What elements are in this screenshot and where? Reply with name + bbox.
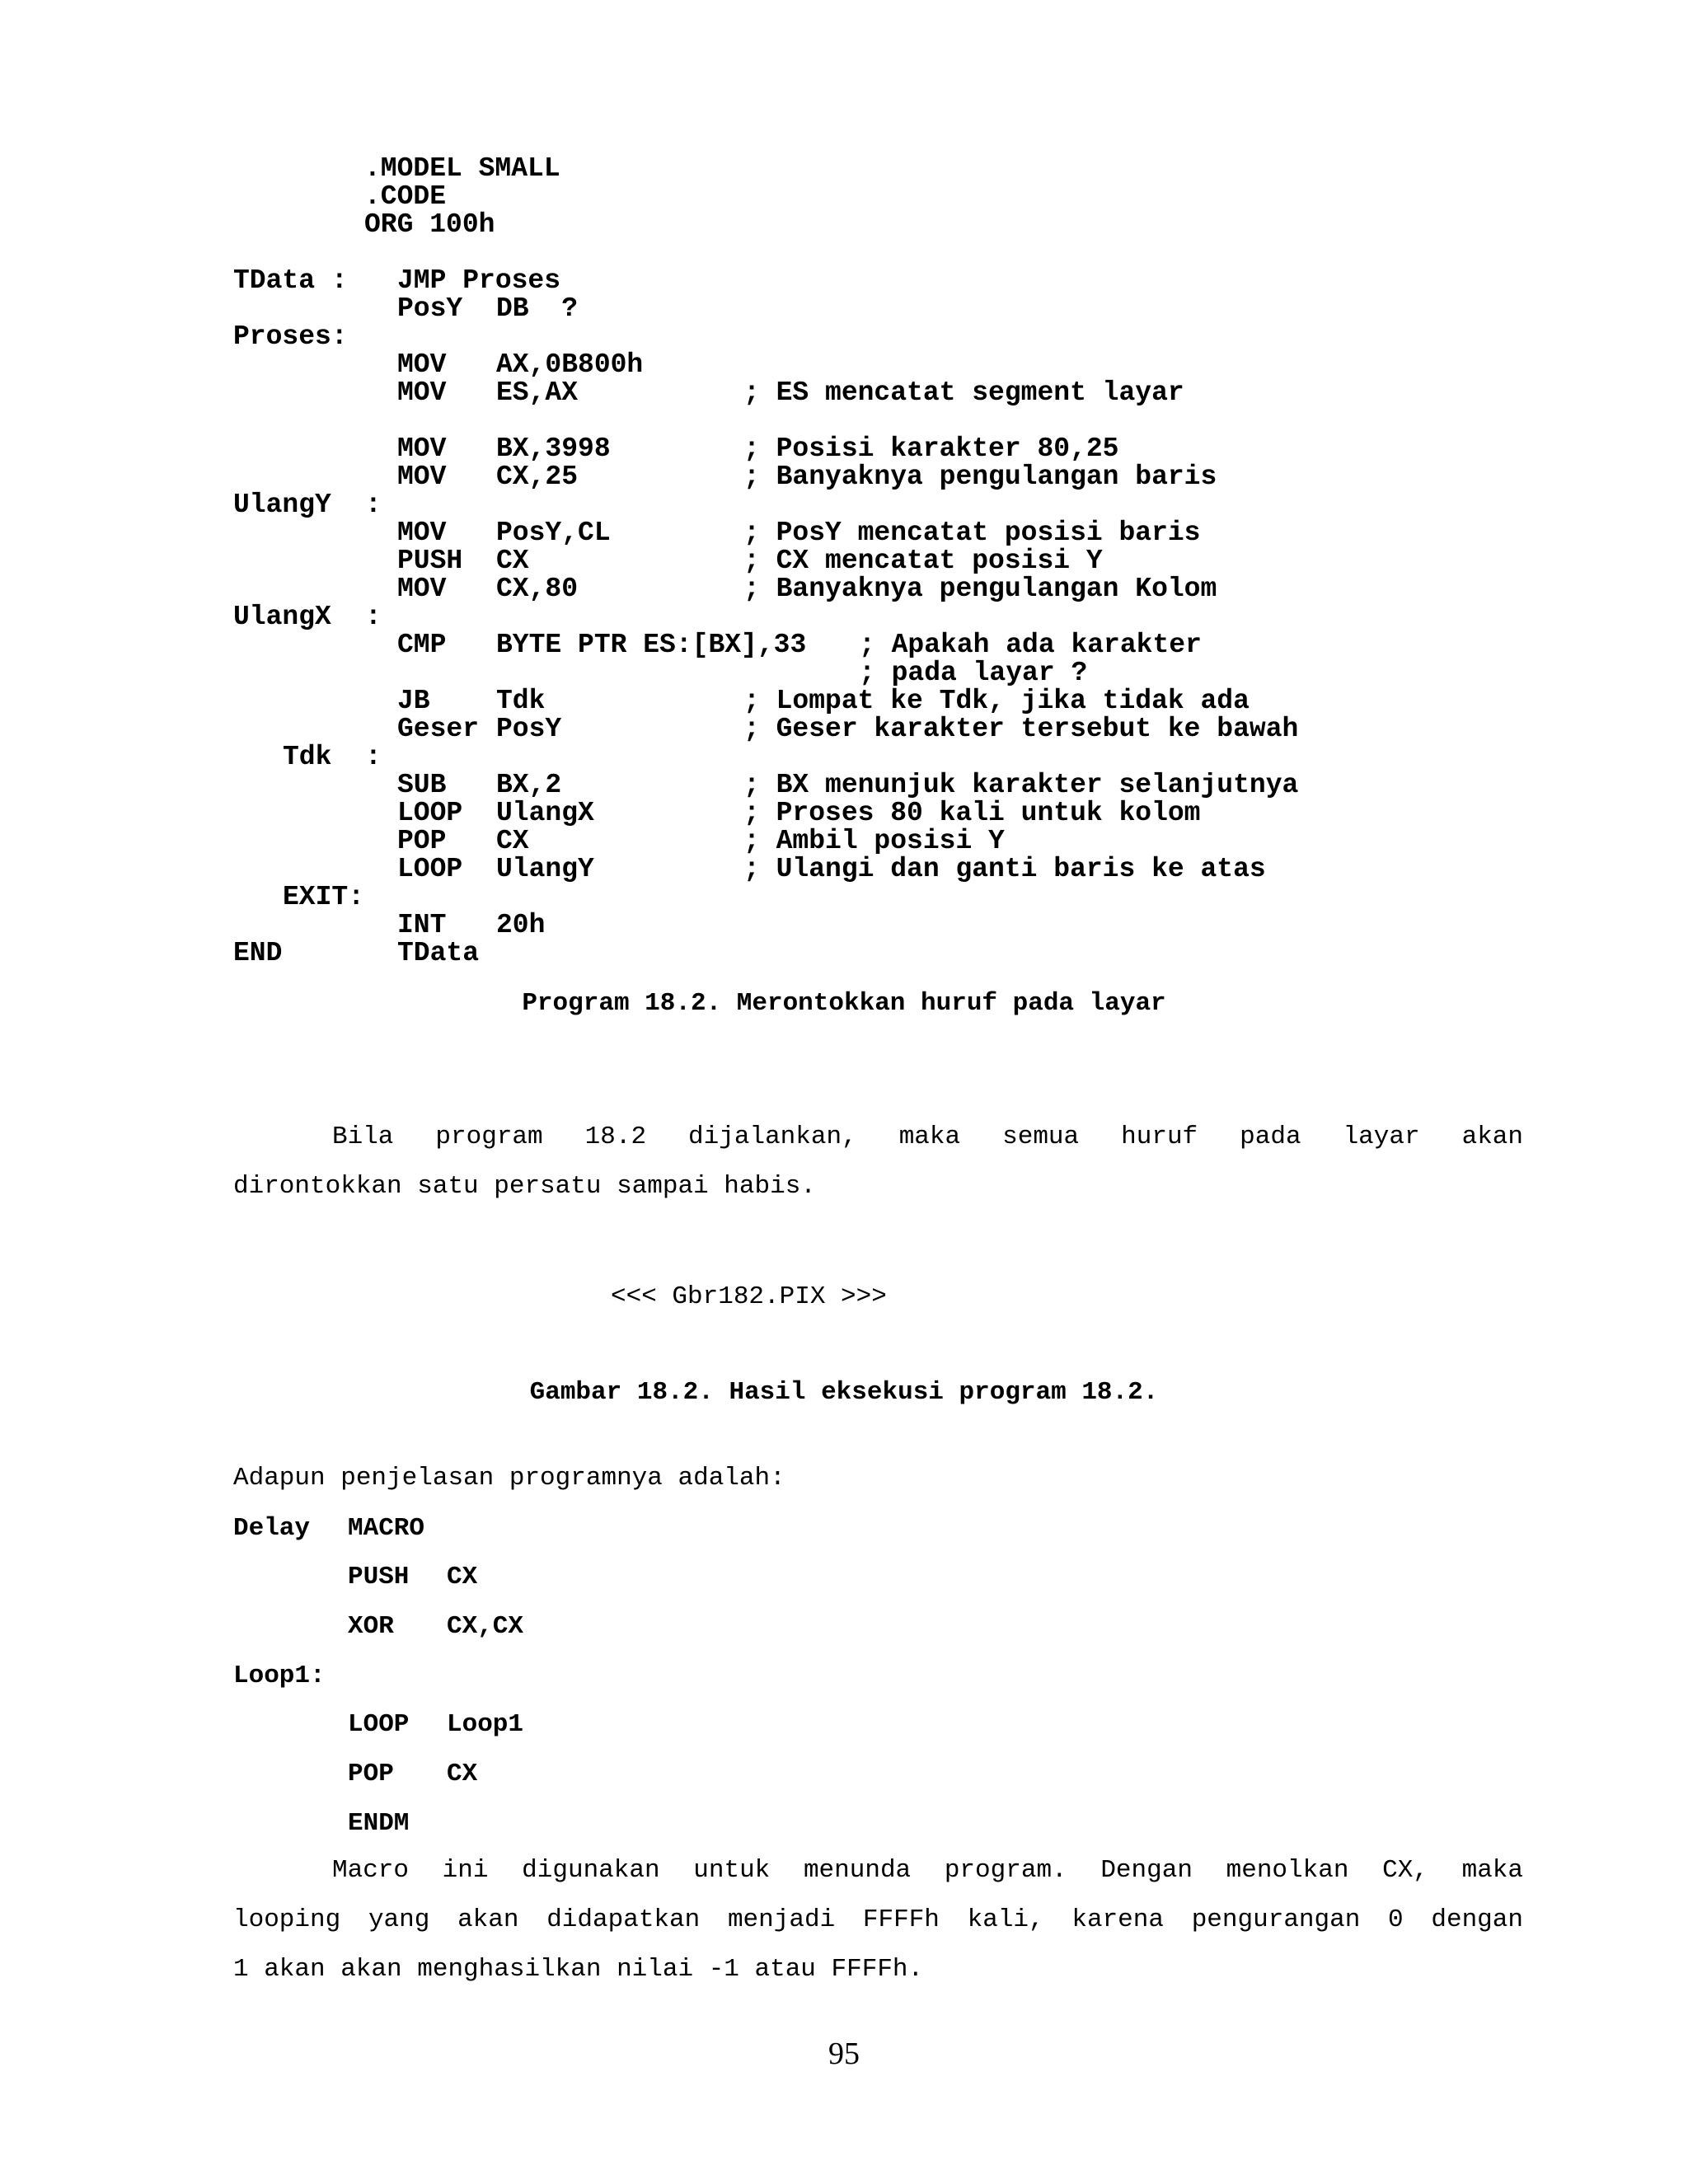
- code-comment: ; CX mencatat posisi Y: [743, 546, 1103, 576]
- code-comment: ; Ambil posisi Y: [743, 826, 1005, 856]
- directive-code: .CODE: [364, 181, 447, 212]
- macro-operand: Loop1: [447, 1710, 524, 1739]
- directive-model: .MODEL SMALL: [364, 153, 560, 184]
- code-operand: AX,0B800h: [496, 349, 644, 380]
- code-comment: ; BX menunjuk karakter selanjutnya: [743, 770, 1299, 800]
- paragraph-1: [233, 1113, 1523, 1212]
- figure-placeholder: <<< Gbr182.PIX >>>: [611, 1282, 887, 1311]
- paragraph-line: looping yang akan didapatkan menjadi FFFFh kali, karena pengurangan 0 dengan: [233, 1905, 1523, 1934]
- directive-org: ORG 100h: [364, 209, 495, 240]
- code-mnemonic: Geser: [397, 714, 480, 744]
- label-ulangy: UlangY: [233, 490, 331, 520]
- macro-name: Delay: [233, 1514, 311, 1543]
- macro-mnemonic: LOOP: [348, 1710, 410, 1739]
- code-mnemonic: MOV: [397, 518, 447, 548]
- macro-operand: CX: [447, 1563, 478, 1591]
- instr-jmp: JMP Proses: [397, 265, 561, 296]
- paragraph-2: [233, 1846, 1523, 1994]
- code-operand: CX: [496, 826, 529, 856]
- code-mnemonic: PUSH: [397, 546, 463, 576]
- code-mnemonic: MOV: [397, 349, 447, 380]
- code-mnemonic: INT: [397, 910, 447, 940]
- code-operand: BX,2: [496, 770, 562, 800]
- label-exit: EXIT:: [283, 882, 365, 912]
- figure-caption: Gambar 18.2. Hasil eksekusi program 18.2.: [529, 1378, 1159, 1407]
- program-caption: Program 18.2. Merontokkan huruf pada layar: [522, 989, 1166, 1018]
- code-operand: UlangX: [496, 798, 594, 828]
- code-operand: 20h: [496, 910, 546, 940]
- var-db: DB ?: [496, 293, 579, 324]
- page-number: 95: [828, 2036, 860, 2071]
- code-operand: PosY,CL: [496, 518, 611, 548]
- macro-label: Loop1:: [233, 1661, 326, 1690]
- code-comment: ; Geser karakter tersebut ke bawah: [743, 714, 1299, 744]
- code-operand: PosY: [496, 714, 562, 744]
- macro-mnemonic: XOR: [348, 1612, 394, 1641]
- label-tdk: Tdk: [283, 742, 332, 772]
- code-comment: ; pada layar ?: [859, 658, 1088, 688]
- explanation-intro: [233, 1454, 1523, 1503]
- paragraph-line: dirontokkan satu persatu sampai habis.: [233, 1172, 816, 1201]
- code-mnemonic: MOV: [397, 377, 447, 408]
- macro-operand: CX: [447, 1760, 478, 1788]
- code-operand: CX,25: [496, 462, 579, 492]
- label-colon: :: [365, 602, 382, 632]
- macro-mnemonic: PUSH: [348, 1563, 410, 1591]
- code-operand: ES,AX: [496, 377, 579, 408]
- macro-endm: ENDM: [348, 1809, 410, 1838]
- label-proses: Proses:: [233, 321, 348, 352]
- code-mnemonic: SUB: [397, 770, 447, 800]
- paragraph-line: Macro ini digunakan untuk menunda program. Dengan menolkan CX, maka: [332, 1856, 1523, 1885]
- code-comment: ; Posisi karakter 80,25: [743, 434, 1119, 464]
- code-operand: Tdk: [496, 686, 546, 716]
- label-tdata: TData :: [233, 265, 348, 296]
- code-comment: ; ES mencatat segment layar: [743, 377, 1184, 408]
- macro-operand: CX,CX: [447, 1612, 524, 1641]
- code-comment: ; Ulangi dan ganti baris ke atas: [743, 854, 1266, 884]
- code-comment: ; Banyaknya pengulangan Kolom: [743, 574, 1217, 604]
- code-operand: UlangY: [496, 854, 594, 884]
- code-operand: BYTE PTR ES:[BX],33: [496, 630, 807, 660]
- label-end: END: [233, 938, 283, 968]
- end-target: TData: [397, 938, 480, 968]
- paragraph-line: 1 akan akan menghasilkan nilai -1 atau FFFFh.: [233, 1955, 924, 1984]
- code-operand: CX,80: [496, 574, 579, 604]
- code-mnemonic: JB: [397, 686, 430, 716]
- code-mnemonic: MOV: [397, 434, 447, 464]
- label-colon: :: [365, 490, 382, 520]
- code-comment: ; Lompat ke Tdk, jika tidak ada: [743, 686, 1250, 716]
- code-mnemonic: LOOP: [397, 798, 463, 828]
- code-mnemonic: MOV: [397, 462, 447, 492]
- label-ulangx: UlangX: [233, 602, 331, 632]
- var-posy: PosY: [397, 293, 463, 324]
- code-comment: ; PosY mencatat posisi baris: [743, 518, 1201, 548]
- code-mnemonic: LOOP: [397, 854, 463, 884]
- paragraph-line: Bila program 18.2 dijalankan, maka semua huruf pada layar akan: [332, 1122, 1523, 1151]
- macro-keyword: MACRO: [348, 1514, 425, 1543]
- code-mnemonic: CMP: [397, 630, 447, 660]
- code-mnemonic: POP: [397, 826, 447, 856]
- code-comment: ; Banyaknya pengulangan baris: [743, 462, 1217, 492]
- label-colon: :: [365, 742, 382, 772]
- code-operand: BX,3998: [496, 434, 611, 464]
- macro-mnemonic: POP: [348, 1760, 394, 1788]
- code-mnemonic: MOV: [397, 574, 447, 604]
- code-comment: ; Proses 80 kali untuk kolom: [743, 798, 1201, 828]
- code-comment: ; Apakah ada karakter: [859, 630, 1202, 660]
- paragraph-line: Adapun penjelasan programnya adalah:: [233, 1464, 785, 1493]
- code-operand: CX: [496, 546, 529, 576]
